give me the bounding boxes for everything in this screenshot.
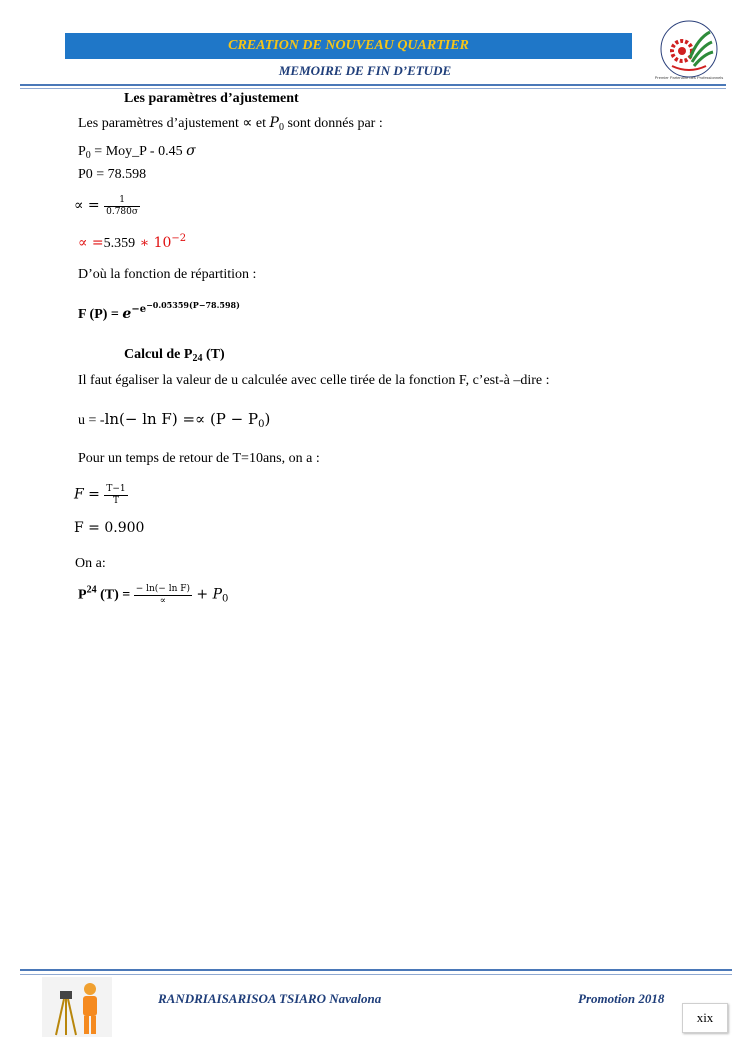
equalize-text: Il faut égaliser la valeur de u calculée avec celle tirée de la fonction F, c’est-à –dire : (78, 373, 550, 388)
surveyor-worker-icon (42, 977, 112, 1037)
header-title: CREATION DE NOUVEAU QUARTIER (228, 38, 469, 53)
p0-formula: $P_0$ = Moy_P - 0.45 σ (78, 143, 196, 161)
header-rule-thin (20, 88, 726, 89)
heading-calcul: Calcul de $P_{24}$ (T) (124, 347, 225, 364)
footer-author: RANDRIAISARISOA TSIARO Navalona (158, 991, 382, 1006)
alpha-formula: ∝ = $\frac{1}{0.780\sigma}$ (74, 195, 139, 217)
distribution-intro: D’où la fonction de répartition : (78, 267, 257, 282)
F-value: F = 0.900 (74, 520, 145, 536)
page-number: xix (682, 1003, 728, 1033)
footer-promotion: Promotion 2018 (578, 991, 665, 1006)
header-rule (20, 84, 726, 86)
p0-value: P0 = 78.598 (78, 167, 147, 182)
on-a-text: On a: (75, 556, 106, 571)
footer-rule-thin (20, 974, 732, 975)
heading-parameters: Les paramètres d’ajustement (124, 91, 299, 106)
header-subtitle: MEMOIRE DE FIN D’ETUDE (278, 63, 452, 78)
school-logo-icon (658, 18, 720, 80)
return-period-text: Pour un temps de retour de T=10ans, on a : (78, 451, 320, 466)
u-formula: $u = -\ln(- \ln F) =\propto (P - P_0)$ (78, 410, 271, 430)
intro-line: Les paramètres d’ajustement ∝ et $P_0$ sont donnés par : (78, 115, 383, 133)
header-band (65, 33, 632, 59)
alpha-value: ∝ =5.359 ∗ $10^{-2}$ (78, 233, 187, 251)
footer-rule (20, 969, 732, 971)
p24-formula: $P^{24}$ (T) = $\frac{\text{− ln(− ln F)}}{\propto}$ + $P_0$ (78, 584, 229, 606)
distribution-function: F $(P) = e^{-e-0.05359(P-78.598)}$ (78, 300, 240, 322)
F-formula: F = $\frac{T-1}{T}$ (74, 484, 126, 506)
logo-caption: Premier Partenaire des Professionnels (654, 75, 724, 80)
